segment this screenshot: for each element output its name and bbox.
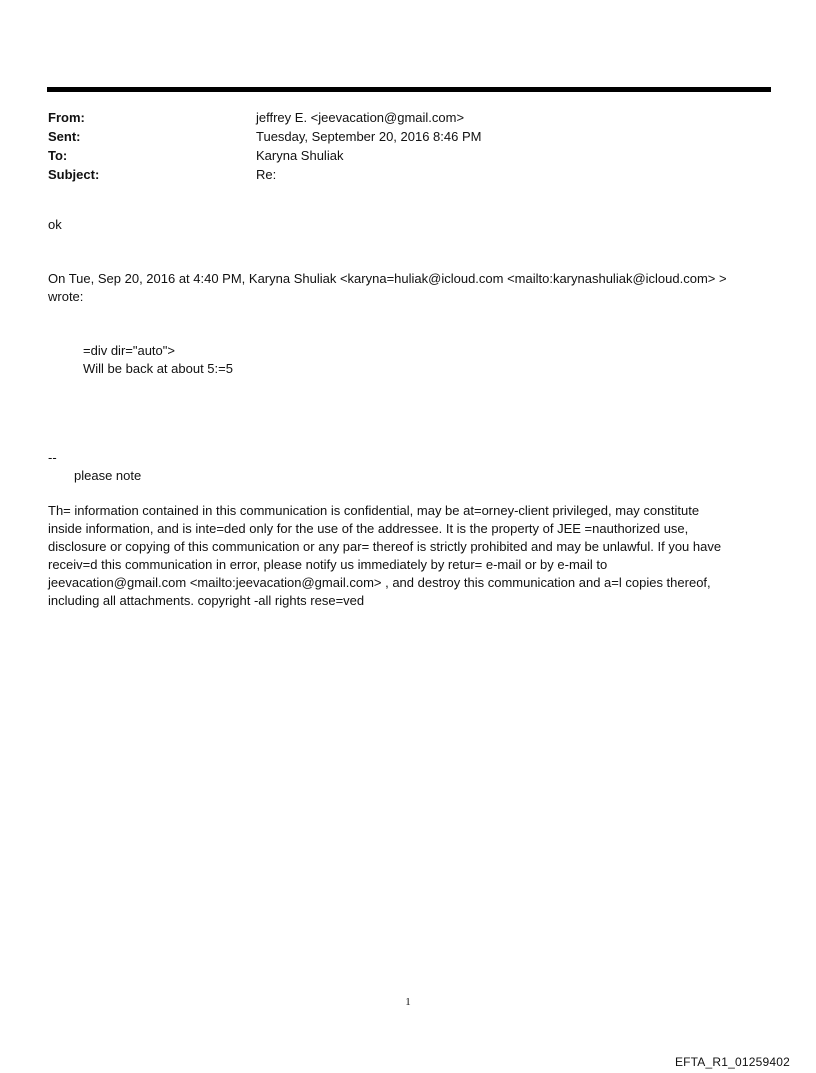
disclaimer-line: inside information, and is inte=ded only for the use of the addressee. It is the property of JEE =nauthorized use, [48,521,689,536]
bates-number: EFTA_R1_01259402 [674,1055,790,1069]
from-value: jeffrey E. <jeevacation@gmail.com> [256,110,465,125]
confidentiality-disclaimer [48,502,768,610]
header-rule [47,87,771,92]
disclaimer-line: including all attachments. copyright -all rights rese=ved [48,593,365,608]
quoted-line: Will be back at about 5:=5 [83,361,233,376]
note-heading: please note [74,468,142,483]
to-label: To: [48,148,68,163]
subject-label: Subject: [48,167,100,182]
subject-value: Re: [256,167,277,182]
disclaimer-line: Th= information contained in this communication is confidential, may be at=orney-client privileged, may constitute [48,503,700,518]
quoted-line: =div dir="auto"> [83,343,175,358]
sent-value: Tuesday, September 20, 2016 8:46 PM [256,129,482,144]
page-number: 1 [405,996,411,1008]
from-label: From: [48,110,85,125]
sent-label: Sent: [48,129,81,144]
quoted-message [83,342,233,378]
disclaimer-line: receiv=d this communication in error, please notify us immediately by retur= e-mail or by e-mail to [48,557,608,572]
quote-intro-line: On Tue, Sep 20, 2016 at 4:40 PM, Karyna Shuliak <karyna=huliak@icloud.com <mailto:karynashuliak@icloud.com> > [48,271,727,286]
signature-separator: -- [48,450,57,465]
disclaimer-line: disclosure or copying of this communication or any par= thereof is strictly prohibited and may be unlawful. If you have [48,539,722,554]
quote-intro-line: wrote: [48,289,84,304]
disclaimer-line: jeevacation@gmail.com <mailto:jeevacation@gmail.com> , and destroy this communication and a=l copies thereof, [48,575,711,590]
to-value: Karyna Shuliak [256,148,344,163]
quote-intro [48,270,778,306]
reply-text: ok [48,217,62,232]
